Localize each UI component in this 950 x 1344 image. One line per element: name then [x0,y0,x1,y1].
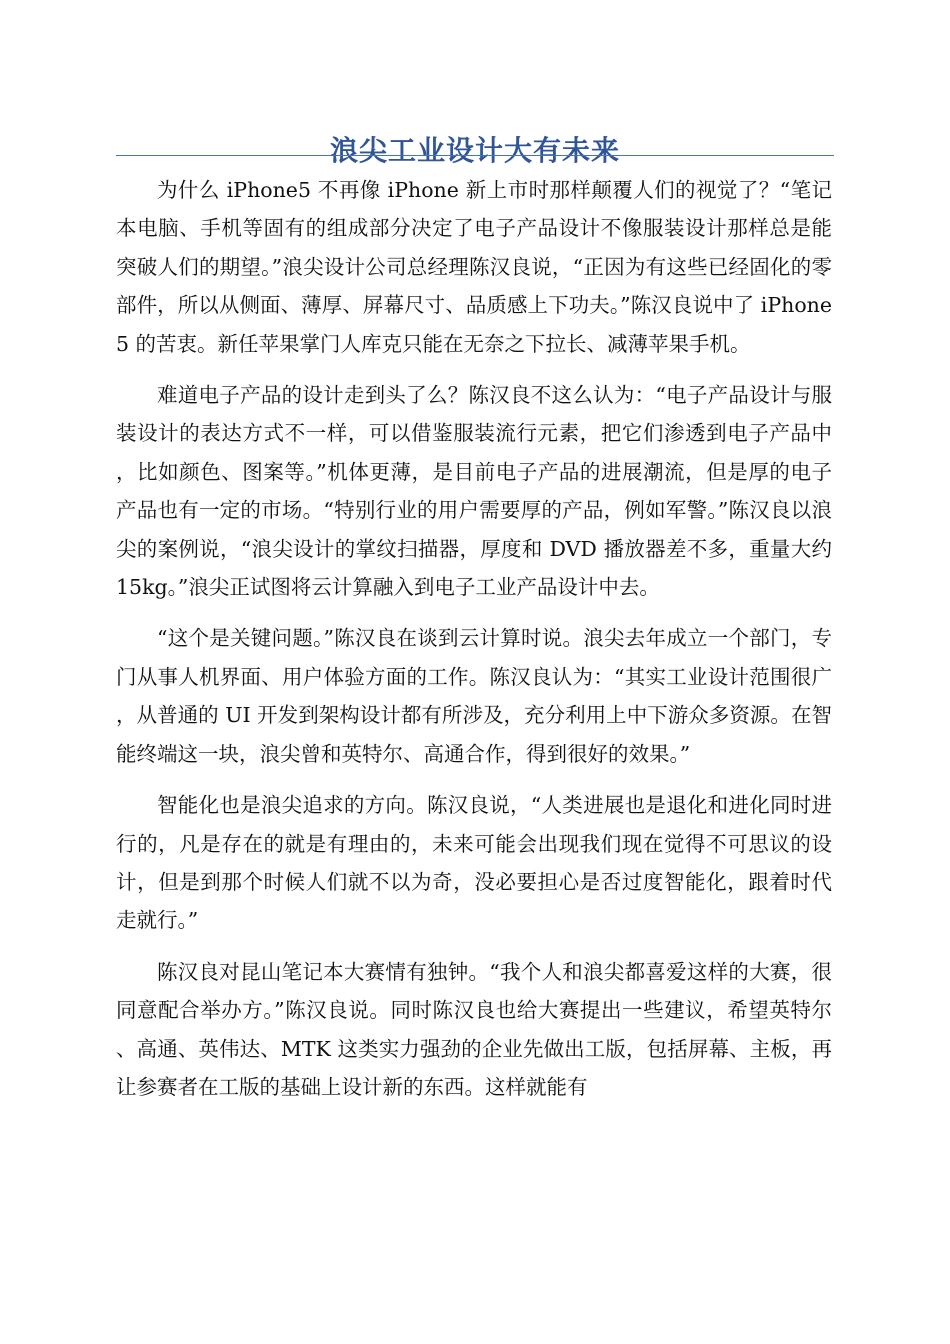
paragraph-2: 难道电子产品的设计走到头了么？陈汉良不这么认为：“电子产品设计与服装设计的表达方式不一样，可以借鉴服装流行元素，把它们渗透到电子产品中，比如颜色、图案等。”机体更薄，是目前电子产品的进展潮流，但是厚的电子产品也有一定的市场。“特别行业的用户需要厚的产品，例如军警。”陈汉良以浪尖的案例说，“浪尖设计的掌纹扫描器，厚度和 DVD 播放器差不多，重量大约 15kg。”浪尖正试图将云计算融入到电子工业产品设计中去。 [116,383,832,600]
paragraph-3: “这个是关键问题。”陈汉良在谈到云计算时说。浪尖去年成立一个部门，专门从事人机界面、用户体验方面的工作。陈汉良认为：“其实工业设计范围很广，从普通的 UI 开发到架构设计都有所涉及，充分利用上中下游众多资源。在智能终端这一块，浪尖曾和英特尔、高通合作，得到很好的效果。” [116,626,832,766]
document-body [116,171,832,1119]
paragraph-4: 智能化也是浪尖追求的方向。陈汉良说，“人类进展也是退化和进化同时进行的，凡是存在的就是有理由的，未来可能会出现我们现在觉得不可思议的设计，但是到那个时候人们就不以为奇，没必要担心是否过度智能化，跟着时代走就行。” [116,793,832,933]
paragraph-1: 为什么 iPhone5 不再像 iPhone 新上市时那样颠覆人们的视觉了？“笔记本电脑、手机等固有的组成部分决定了电子产品设计不像服装设计那样总是能突破人们的期望。”浪尖设计公司总经理陈汉良说，“正因为有这些已经固化的零部件，所以从侧面、薄厚、屏幕尺寸、品质感上下功夫。”陈汉良说中了 iPhone5 的苦衷。新任苹果掌门人库克只能在无奈之下拉长、减薄苹果手机。 [116,178,832,356]
document-title: 浪尖工业设计大有未来 [329,133,620,167]
title-underline [116,155,834,156]
paragraph-5: 陈汉良对昆山笔记本大赛情有独钟。“我个人和浪尖都喜爱这样的大赛，很同意配合举办方。”陈汉良说。同时陈汉良也给大赛提出一些建议，希望英特尔、高通、英伟达、MTK 这类实力强劲的企业先做出工版，包括屏幕、主板，再让参赛者在工版的基础上设计新的东西。这样就能有 [116,959,832,1099]
